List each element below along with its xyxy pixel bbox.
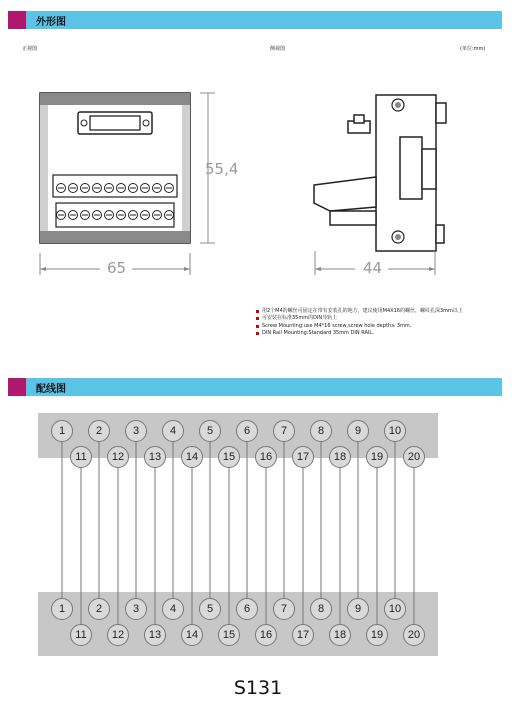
pin-7: 7 (273, 420, 295, 442)
section-title-outline: 外形图 (36, 17, 66, 28)
pin-17: 17 (292, 624, 314, 646)
note-item: 可安装在标准35mm的DIN导轨上 (256, 315, 463, 322)
pin-13: 13 (144, 446, 166, 468)
pin-5: 5 (199, 420, 221, 442)
pin-19: 19 (366, 624, 388, 646)
pin-2: 2 (88, 420, 110, 442)
pin-3: 3 (125, 420, 147, 442)
pin-3: 3 (125, 598, 147, 620)
pin-4: 4 (162, 420, 184, 442)
pin-10: 10 (384, 420, 406, 442)
pin-20: 20 (403, 624, 425, 646)
note-item: DIN Rail Mounting:Standard 35mm DIN RAIL. (256, 330, 463, 337)
side-view-label: 侧视图 (270, 46, 286, 52)
width-dimension: 65 (107, 259, 127, 277)
pin-1: 1 (51, 598, 73, 620)
pin-2: 2 (88, 598, 110, 620)
pin-19: 19 (366, 446, 388, 468)
front-view-label: 正视图 (22, 46, 38, 52)
pin-8: 8 (310, 420, 332, 442)
pin-1: 1 (51, 420, 73, 442)
pin-9: 9 (347, 598, 369, 620)
pin-8: 8 (310, 598, 332, 620)
pin-13: 13 (144, 624, 166, 646)
note-item: 用2个M4的螺丝可固定在带有安装孔的地方，建议使用M4X16的螺丝，螺纹孔深3mm以上 (256, 308, 463, 315)
pin-16: 16 (255, 624, 277, 646)
pin-6: 6 (236, 420, 258, 442)
pin-18: 18 (329, 446, 351, 468)
model-number: S131 (233, 677, 283, 699)
note-item: Screw Mounting:use M4*16 screw,screw hole depth≥ 3mm. (256, 323, 463, 330)
pin-16: 16 (255, 446, 277, 468)
section-title-wiring: 配线图 (36, 384, 66, 395)
pin-4: 4 (162, 598, 184, 620)
pin-12: 12 (107, 446, 129, 468)
pin-6: 6 (236, 598, 258, 620)
pin-17: 17 (292, 446, 314, 468)
height-dimension: 55,4 (205, 160, 239, 178)
pin-11: 11 (70, 624, 92, 646)
pin-15: 15 (218, 446, 240, 468)
pin-10: 10 (384, 598, 406, 620)
pin-18: 18 (329, 624, 351, 646)
pin-9: 9 (347, 420, 369, 442)
pin-20: 20 (403, 446, 425, 468)
pin-5: 5 (199, 598, 221, 620)
pin-14: 14 (181, 624, 203, 646)
pin-11: 11 (70, 446, 92, 468)
depth-dimension: 44 (363, 259, 383, 277)
pin-12: 12 (107, 624, 129, 646)
pin-7: 7 (273, 598, 295, 620)
pin-15: 15 (218, 624, 240, 646)
pin-14: 14 (181, 446, 203, 468)
unit-label: (单位:mm) (460, 46, 486, 52)
